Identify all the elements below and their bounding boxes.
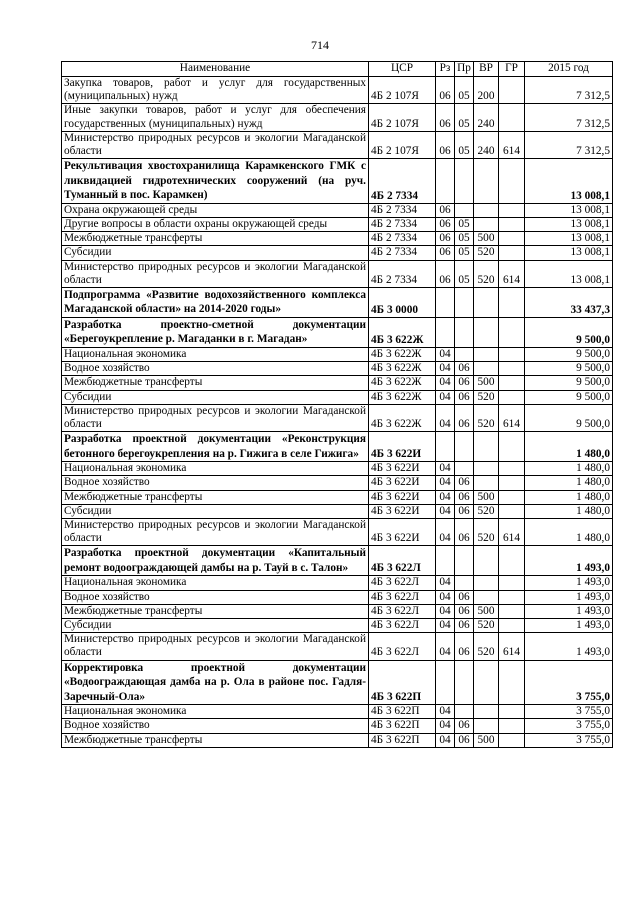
- cell-gr: 614: [499, 260, 525, 287]
- cell-amount: 9 500,0: [525, 362, 613, 376]
- cell-rz: 04: [436, 404, 455, 431]
- table-row: [62, 131, 613, 158]
- cell-amount: 1 493,0: [525, 633, 613, 660]
- table-row: [62, 462, 613, 476]
- cell-amount: 3 755,0: [525, 719, 613, 733]
- table-row: [62, 660, 613, 705]
- cell-gr: [499, 705, 525, 719]
- cell-gr: [499, 590, 525, 604]
- cell-rz: 04: [436, 390, 455, 404]
- cell-pr: 05: [455, 232, 474, 246]
- cell-vr: 520: [474, 390, 499, 404]
- cell-gr: [499, 77, 525, 104]
- cell-rz: [436, 660, 455, 705]
- cell-amount: 3 755,0: [525, 733, 613, 747]
- cell-rz: 04: [436, 705, 455, 719]
- header-vr: ВР: [474, 62, 499, 77]
- cell-gr: [499, 159, 525, 204]
- cell-rz: [436, 432, 455, 462]
- cell-rz: 06: [436, 203, 455, 217]
- cell-gr: [499, 287, 525, 317]
- cell-pr: 06: [455, 733, 474, 747]
- table-row: [62, 104, 613, 131]
- cell-rz: 06: [436, 131, 455, 158]
- cell-csr: 4Б 3 622Л: [369, 604, 436, 618]
- cell-vr: [474, 287, 499, 317]
- table-row: [62, 317, 613, 347]
- cell-name: Закупка товаров, работ и услуг для государственных (муниципальных) нужд: [62, 77, 369, 104]
- cell-amount: 9 500,0: [525, 317, 613, 347]
- cell-gr: [499, 660, 525, 705]
- cell-vr: [474, 203, 499, 217]
- cell-name: Национальная экономика: [62, 705, 369, 719]
- cell-amount: 9 500,0: [525, 347, 613, 361]
- cell-name: Водное хозяйство: [62, 362, 369, 376]
- cell-gr: [499, 476, 525, 490]
- cell-gr: [499, 733, 525, 747]
- cell-name: Субсидии: [62, 246, 369, 260]
- cell-vr: [474, 159, 499, 204]
- cell-rz: 04: [436, 476, 455, 490]
- cell-vr: [474, 660, 499, 705]
- cell-gr: [499, 232, 525, 246]
- cell-gr: [499, 390, 525, 404]
- cell-gr: [499, 604, 525, 618]
- cell-gr: [499, 618, 525, 632]
- table-row: [62, 576, 613, 590]
- cell-name: Министерство природных ресурсов и экологии Магаданской области: [62, 260, 369, 287]
- cell-pr: 06: [455, 590, 474, 604]
- cell-vr: 520: [474, 504, 499, 518]
- cell-amount: 7 312,5: [525, 77, 613, 104]
- cell-pr: 05: [455, 260, 474, 287]
- cell-rz: 04: [436, 719, 455, 733]
- cell-pr: [455, 347, 474, 361]
- cell-vr: 520: [474, 260, 499, 287]
- cell-vr: 520: [474, 618, 499, 632]
- cell-csr: 4Б 2 107Я: [369, 104, 436, 131]
- table-row: [62, 590, 613, 604]
- cell-vr: [474, 217, 499, 231]
- cell-name: Иные закупки товаров, работ и услуг для обеспечения государственных (муниципальных) нужд: [62, 104, 369, 131]
- cell-csr: 4Б 3 622Л: [369, 576, 436, 590]
- cell-amount: 1 493,0: [525, 590, 613, 604]
- cell-gr: [499, 490, 525, 504]
- cell-name: Национальная экономика: [62, 576, 369, 590]
- cell-name: Национальная экономика: [62, 347, 369, 361]
- cell-amount: 3 755,0: [525, 705, 613, 719]
- cell-vr: [474, 362, 499, 376]
- cell-pr: 06: [455, 518, 474, 545]
- cell-csr: 4Б 3 622П: [369, 705, 436, 719]
- table-row: [62, 217, 613, 231]
- cell-amount: 7 312,5: [525, 131, 613, 158]
- cell-name: Межбюджетные трансферты: [62, 604, 369, 618]
- cell-csr: 4Б 2 7334: [369, 217, 436, 231]
- cell-name: Министерство природных ресурсов и экологии Магаданской области: [62, 518, 369, 545]
- cell-rz: 04: [436, 462, 455, 476]
- cell-amount: 1 480,0: [525, 432, 613, 462]
- cell-gr: [499, 217, 525, 231]
- table-row: [62, 432, 613, 462]
- cell-gr: [499, 246, 525, 260]
- table-row: [62, 203, 613, 217]
- table-row: [62, 159, 613, 204]
- cell-name: Водное хозяйство: [62, 476, 369, 490]
- cell-pr: [455, 203, 474, 217]
- cell-pr: 06: [455, 719, 474, 733]
- cell-vr: [474, 476, 499, 490]
- cell-name: Межбюджетные трансферты: [62, 733, 369, 747]
- cell-vr: 500: [474, 604, 499, 618]
- cell-vr: 520: [474, 246, 499, 260]
- cell-csr: 4Б 3 622Ж: [369, 317, 436, 347]
- cell-rz: 04: [436, 618, 455, 632]
- cell-name: Рекультивация хвостохранилища Карамкенского ГМК с ликвидацией гидротехнических сооружений (на руч. Туманный в пос. Карамкен): [62, 159, 369, 204]
- table-row: [62, 633, 613, 660]
- cell-amount: 1 493,0: [525, 576, 613, 590]
- cell-name: Субсидии: [62, 504, 369, 518]
- cell-csr: 4Б 2 7334: [369, 246, 436, 260]
- cell-amount: 1 493,0: [525, 546, 613, 576]
- cell-pr: 06: [455, 618, 474, 632]
- cell-name: Министерство природных ресурсов и экологии Магаданской области: [62, 131, 369, 158]
- cell-amount: 9 500,0: [525, 376, 613, 390]
- cell-pr: 06: [455, 633, 474, 660]
- cell-vr: 520: [474, 404, 499, 431]
- cell-name: Субсидии: [62, 618, 369, 632]
- cell-name: Разработка проектно-сметной документации «Берегоукрепление р. Магаданки в г. Магадан»: [62, 317, 369, 347]
- cell-rz: 04: [436, 576, 455, 590]
- cell-amount: 13 008,1: [525, 203, 613, 217]
- table-row: [62, 604, 613, 618]
- cell-rz: 04: [436, 347, 455, 361]
- cell-pr: [455, 660, 474, 705]
- table-row: [62, 719, 613, 733]
- cell-gr: [499, 504, 525, 518]
- cell-gr: 614: [499, 518, 525, 545]
- cell-gr: [499, 203, 525, 217]
- cell-vr: [474, 590, 499, 604]
- cell-vr: [474, 576, 499, 590]
- cell-csr: 4Б 3 622Ж: [369, 404, 436, 431]
- cell-amount: 9 500,0: [525, 404, 613, 431]
- cell-csr: 4Б 3 622И: [369, 432, 436, 462]
- cell-name: Другие вопросы в области охраны окружающей среды: [62, 217, 369, 231]
- cell-gr: [499, 104, 525, 131]
- cell-pr: 05: [455, 217, 474, 231]
- cell-gr: [499, 432, 525, 462]
- cell-csr: 4Б 2 7334: [369, 260, 436, 287]
- cell-rz: 04: [436, 518, 455, 545]
- table-row: [62, 504, 613, 518]
- cell-csr: 4Б 3 622Л: [369, 546, 436, 576]
- cell-gr: [499, 546, 525, 576]
- header-pr: Пр: [455, 62, 474, 77]
- cell-amount: 1 480,0: [525, 462, 613, 476]
- cell-gr: [499, 719, 525, 733]
- cell-vr: [474, 347, 499, 361]
- cell-rz: 04: [436, 504, 455, 518]
- table-row: [62, 618, 613, 632]
- cell-name: Водное хозяйство: [62, 719, 369, 733]
- cell-rz: 04: [436, 376, 455, 390]
- table-row: [62, 404, 613, 431]
- cell-rz: [436, 546, 455, 576]
- cell-rz: 06: [436, 260, 455, 287]
- cell-pr: 05: [455, 104, 474, 131]
- cell-pr: 06: [455, 376, 474, 390]
- cell-vr: [474, 546, 499, 576]
- cell-name: Корректировка проектной документации «Водоограждающая дамба на р. Ола в районе пос. Гадля-Заречный-Ола»: [62, 660, 369, 705]
- table-row: [62, 232, 613, 246]
- cell-pr: 06: [455, 362, 474, 376]
- header-gr: ГР: [499, 62, 525, 77]
- cell-csr: 4Б 3 622П: [369, 719, 436, 733]
- table-row: [62, 362, 613, 376]
- cell-amount: 9 500,0: [525, 390, 613, 404]
- cell-pr: 06: [455, 504, 474, 518]
- cell-csr: 4Б 3 622И: [369, 462, 436, 476]
- cell-name: Министерство природных ресурсов и экологии Магаданской области: [62, 404, 369, 431]
- table-row: [62, 260, 613, 287]
- cell-name: Межбюджетные трансферты: [62, 490, 369, 504]
- table-row: [62, 546, 613, 576]
- cell-amount: 1 493,0: [525, 604, 613, 618]
- cell-rz: 04: [436, 362, 455, 376]
- cell-vr: 520: [474, 518, 499, 545]
- cell-rz: [436, 287, 455, 317]
- cell-rz: 06: [436, 217, 455, 231]
- cell-vr: 240: [474, 104, 499, 131]
- table-row: [62, 476, 613, 490]
- cell-rz: 06: [436, 246, 455, 260]
- cell-vr: 200: [474, 77, 499, 104]
- header-name: Наименование: [62, 62, 369, 77]
- table-row: [62, 490, 613, 504]
- page-number: 714: [311, 38, 329, 52]
- cell-rz: [436, 159, 455, 204]
- cell-rz: 04: [436, 733, 455, 747]
- header-rz: Рз: [436, 62, 455, 77]
- header-csr: ЦСР: [369, 62, 436, 77]
- cell-gr: 614: [499, 131, 525, 158]
- cell-pr: [455, 705, 474, 719]
- table-row: [62, 347, 613, 361]
- cell-gr: [499, 376, 525, 390]
- table-row: [62, 246, 613, 260]
- cell-pr: 06: [455, 490, 474, 504]
- cell-pr: 05: [455, 131, 474, 158]
- cell-name: Охрана окружающей среды: [62, 203, 369, 217]
- cell-pr: [455, 576, 474, 590]
- cell-csr: 4Б 2 7334: [369, 232, 436, 246]
- cell-vr: [474, 462, 499, 476]
- cell-rz: 06: [436, 104, 455, 131]
- cell-csr: 4Б 2 107Я: [369, 131, 436, 158]
- cell-name: Водное хозяйство: [62, 590, 369, 604]
- cell-gr: [499, 462, 525, 476]
- cell-rz: 04: [436, 633, 455, 660]
- cell-vr: 500: [474, 733, 499, 747]
- cell-vr: [474, 432, 499, 462]
- cell-amount: 1 480,0: [525, 518, 613, 545]
- cell-rz: 04: [436, 590, 455, 604]
- cell-amount: 13 008,1: [525, 232, 613, 246]
- cell-amount: 3 755,0: [525, 660, 613, 705]
- cell-csr: 4Б 3 0000: [369, 287, 436, 317]
- cell-amount: 33 437,3: [525, 287, 613, 317]
- cell-name: Подпрограмма «Развитие водохозяйственного комплекса Магаданской области» на 2014-2020 годы»: [62, 287, 369, 317]
- cell-amount: 1 480,0: [525, 504, 613, 518]
- cell-vr: 500: [474, 232, 499, 246]
- cell-csr: 4Б 3 622И: [369, 476, 436, 490]
- cell-csr: 4Б 3 622П: [369, 733, 436, 747]
- cell-name: Субсидии: [62, 390, 369, 404]
- table-row: [62, 376, 613, 390]
- cell-vr: [474, 719, 499, 733]
- cell-csr: 4Б 3 622Л: [369, 633, 436, 660]
- cell-name: Межбюджетные трансферты: [62, 232, 369, 246]
- cell-csr: 4Б 3 622П: [369, 660, 436, 705]
- cell-amount: 13 008,1: [525, 217, 613, 231]
- cell-rz: 04: [436, 490, 455, 504]
- cell-csr: 4Б 3 622Ж: [369, 376, 436, 390]
- cell-gr: [499, 362, 525, 376]
- cell-csr: 4Б 3 622Л: [369, 618, 436, 632]
- cell-gr: [499, 347, 525, 361]
- cell-csr: 4Б 2 107Я: [369, 77, 436, 104]
- cell-amount: 1 480,0: [525, 476, 613, 490]
- cell-amount: 7 312,5: [525, 104, 613, 131]
- cell-pr: 06: [455, 604, 474, 618]
- cell-rz: [436, 317, 455, 347]
- cell-gr: [499, 317, 525, 347]
- header-year: 2015 год: [525, 62, 613, 77]
- cell-gr: [499, 576, 525, 590]
- cell-vr: [474, 705, 499, 719]
- cell-pr: 06: [455, 404, 474, 431]
- cell-csr: 4Б 3 622И: [369, 490, 436, 504]
- table-row: [62, 390, 613, 404]
- cell-name: Межбюджетные трансферты: [62, 376, 369, 390]
- table-row: [62, 733, 613, 747]
- cell-amount: 13 008,1: [525, 159, 613, 204]
- cell-csr: 4Б 3 622Ж: [369, 347, 436, 361]
- cell-csr: 4Б 3 622И: [369, 504, 436, 518]
- cell-pr: 05: [455, 77, 474, 104]
- cell-csr: 4Б 2 7334: [369, 203, 436, 217]
- cell-csr: 4Б 3 622Ж: [369, 390, 436, 404]
- cell-amount: 13 008,1: [525, 246, 613, 260]
- cell-rz: 04: [436, 604, 455, 618]
- cell-pr: [455, 317, 474, 347]
- cell-vr: 240: [474, 131, 499, 158]
- cell-amount: 1 480,0: [525, 490, 613, 504]
- cell-name: Министерство природных ресурсов и экологии Магаданской области: [62, 633, 369, 660]
- cell-amount: 1 493,0: [525, 618, 613, 632]
- cell-gr: 614: [499, 633, 525, 660]
- cell-csr: 4Б 2 7334: [369, 159, 436, 204]
- cell-pr: 05: [455, 246, 474, 260]
- cell-pr: 06: [455, 476, 474, 490]
- header-row: [62, 62, 613, 77]
- cell-gr: 614: [499, 404, 525, 431]
- cell-csr: 4Б 3 622И: [369, 518, 436, 545]
- cell-pr: [455, 287, 474, 317]
- budget-table: [61, 61, 613, 748]
- table-body: [62, 77, 613, 748]
- table-row: [62, 77, 613, 104]
- cell-name: Разработка проектной документации «Капитальный ремонт водоограждающей дамбы на р. Тауй в с. Талон»: [62, 546, 369, 576]
- cell-csr: 4Б 3 622Ж: [369, 362, 436, 376]
- cell-name: Разработка проектной документации «Реконструкция бетонного берегоукрепления на р. Гижига в селе Гижига»: [62, 432, 369, 462]
- cell-pr: [455, 432, 474, 462]
- table-row: [62, 518, 613, 545]
- cell-vr: 520: [474, 633, 499, 660]
- cell-pr: [455, 159, 474, 204]
- cell-vr: 500: [474, 490, 499, 504]
- cell-rz: 06: [436, 232, 455, 246]
- cell-pr: 06: [455, 390, 474, 404]
- cell-amount: 13 008,1: [525, 260, 613, 287]
- table-row: [62, 705, 613, 719]
- cell-vr: 500: [474, 376, 499, 390]
- table-row: [62, 287, 613, 317]
- cell-rz: 06: [436, 77, 455, 104]
- cell-vr: [474, 317, 499, 347]
- cell-pr: [455, 462, 474, 476]
- cell-csr: 4Б 3 622Л: [369, 590, 436, 604]
- cell-name: Национальная экономика: [62, 462, 369, 476]
- cell-pr: [455, 546, 474, 576]
